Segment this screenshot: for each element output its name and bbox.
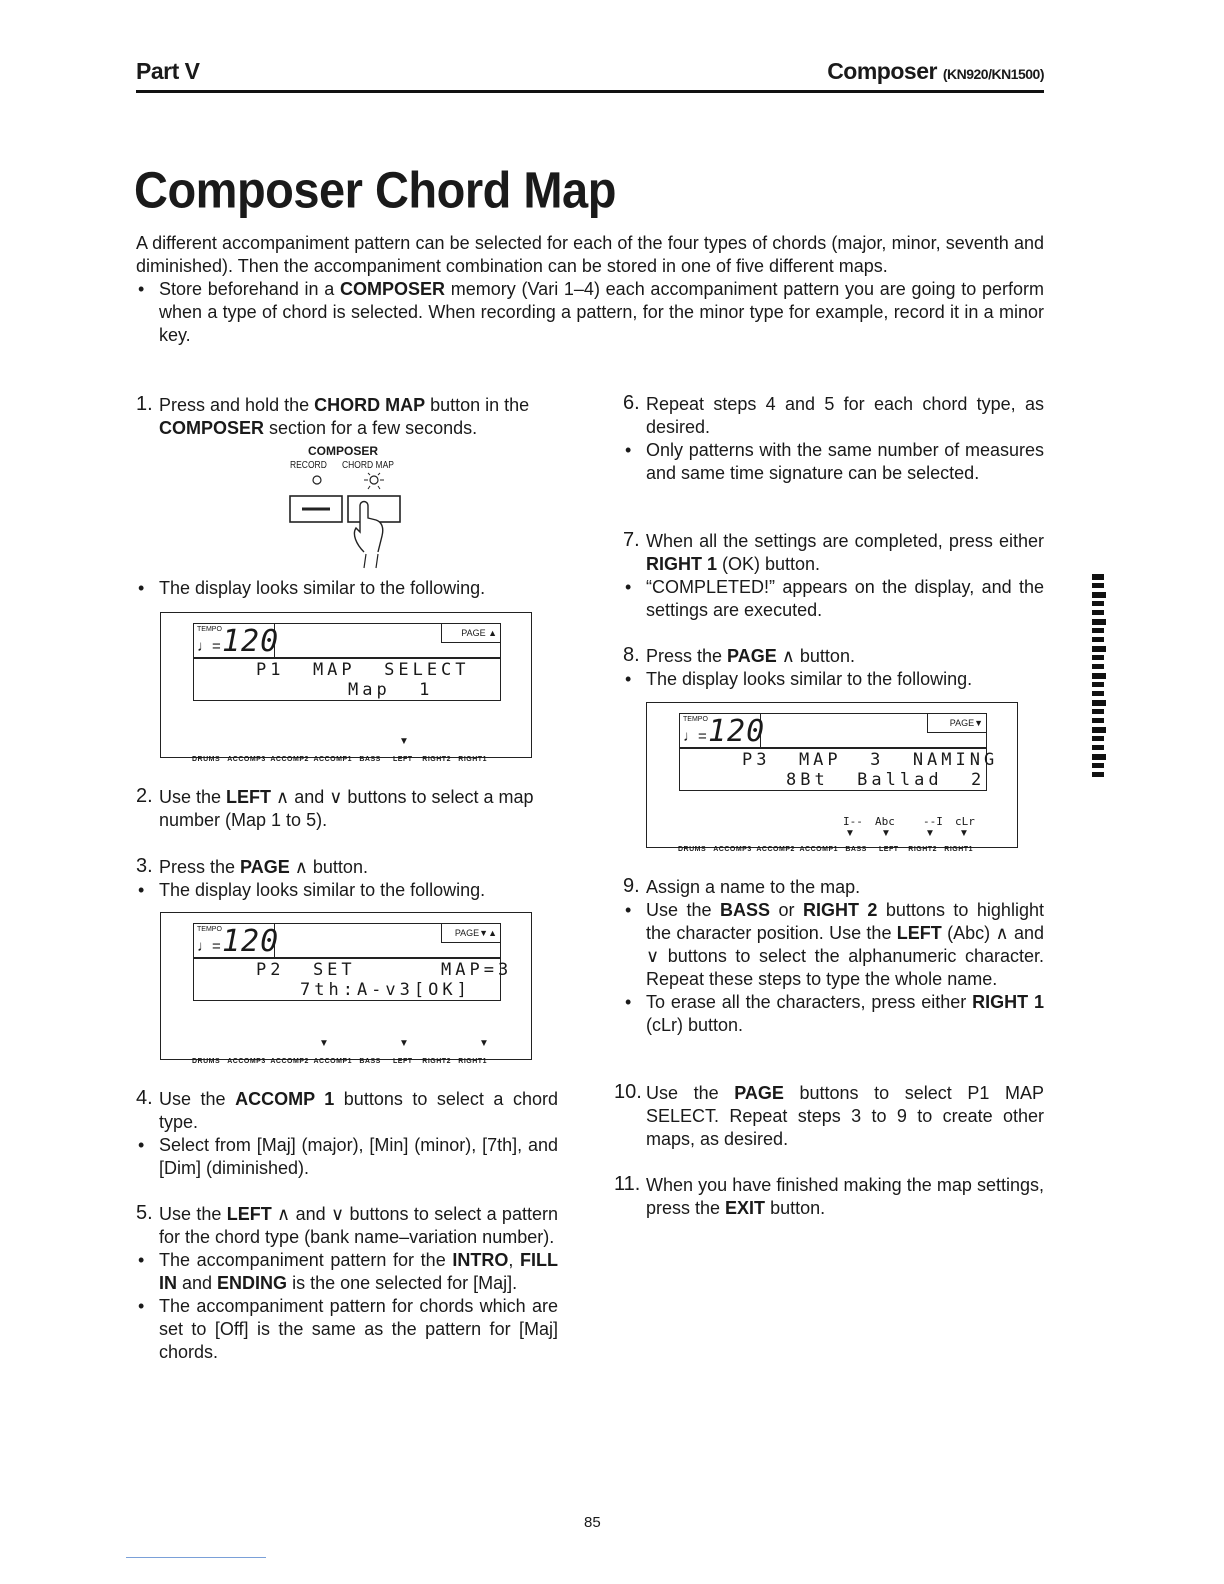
step-number: 6. [623,392,640,414]
step-number: 11. [614,1173,641,1195]
panel-title: COMPOSER [308,444,379,458]
step-number: 1. [136,393,153,415]
lcd-button-labels: DRUMS ACCOMP3 ACCOMP2 ACCOMP1 BASS LEFT RIGHT2 RIGHT1 [192,756,487,763]
text: (cLr) button. [646,1015,744,1035]
text: ∧ and ∨ buttons to select a pattern for the chord type (bank name–variation number). [159,1204,558,1247]
text-bold: EXIT [725,1198,766,1218]
step-4 [136,1088,558,1180]
text-bold: ENDING [217,1273,288,1293]
lcd-main-text [679,747,999,791]
panel-record-label: RECORD [290,460,327,471]
text-bold: COMPOSER [340,279,446,299]
lcd-note-icon: ♩= [197,938,221,955]
lcd-arrow: ▼ [399,1038,409,1049]
panel-buttons-graphic [286,472,406,574]
lcd-note-icon: ♩= [197,638,221,655]
header-part: Part V [136,58,200,84]
text: To erase all the characters, press either [646,992,973,1012]
text-bold: PAGE [240,857,290,877]
lcd-display-map-select [160,612,532,758]
lcd-page-indicator: PAGE▼ [927,713,987,733]
step-7 [623,530,1044,622]
lcd-display-map-naming [646,702,1018,848]
lcd-button-labels: DRUMS ACCOMP3 ACCOMP2 ACCOMP1 BASS LEFT RIGHT2 RIGHT1 [678,846,973,853]
text: When all the settings are completed, press either [646,531,1044,551]
text: (Abc) ∧ and ∨ buttons to select the alphanumeric character. Repeat these steps to type the whole name. [646,923,1045,989]
step-5 [136,1203,558,1364]
text-bold: ACCOMP 1 [235,1089,335,1109]
text-bold: FILL IN [159,1250,558,1293]
step-10 [614,1082,1044,1151]
lcd-tempo-label: TEMPO [683,716,708,723]
text: Use the [159,1204,227,1224]
step-number: 7. [623,529,640,551]
lcd-line-2: 8Bt Ballad 2 [786,770,986,790]
text: , [508,1250,520,1270]
text: (OK) button. [717,554,821,574]
header-rule [136,90,1044,93]
text: Store beforehand in a [159,279,341,299]
lcd-arrow: ▼ [925,828,935,839]
text: • The accompaniment pattern for chords which are set to [Off] is the same as the pattern for [Maj] chords. [136,1295,558,1364]
step-1-bullet [136,577,558,600]
step-3 [136,856,558,902]
lcd-arrow: ▼ [881,828,891,839]
text-bold: RIGHT 1 [972,992,1044,1012]
lcd-tempo-label: TEMPO [197,626,222,633]
text: ∧ button. [776,646,855,666]
lcd-tempo-value: 120 [222,624,280,659]
intro-paragraph: A different accompaniment pattern can be selected for each of the four types of chords (major, minor, seventh and diminished). Then the accompaniment combination can be stored in one of five different maps. [136,233,1044,276]
step-number: 2. [136,785,153,807]
text: When you have finished making the map settings, press the [646,1175,1044,1218]
text: is the one selected for [Maj]. [287,1273,518,1293]
text-bold: PAGE [727,646,777,666]
text: Use the [159,787,227,807]
text: ∧ and ∨ buttons to select a map number (Map 1 to 5). [159,787,534,830]
lcd-line-1: P1 MAP SELECT [256,660,470,680]
header-section [827,58,1044,85]
text: The accompaniment pattern for the [159,1250,453,1270]
panel-chord-map-label: CHORD MAP [342,460,394,471]
step-number: 3. [136,855,153,877]
text-bold: BASS [719,900,770,920]
lcd-tempo-value: 120 [222,924,280,959]
text: button in the [425,395,530,415]
step-1 [136,394,558,440]
lcd-line-2: Map 1 [348,680,434,700]
intro-bullet [136,278,1044,347]
text: • Only patterns with the same number of measures and same time signature can be selected. [623,439,1044,485]
text: Use the [159,1089,236,1109]
step-6 [623,393,1044,485]
text-bold: RIGHT 2 [802,900,878,920]
page-number: 85 [584,1514,601,1531]
step-number: 5. [136,1202,153,1224]
lcd-arrow: ▼ [399,736,409,747]
text: • The display looks similar to the following. [136,577,558,600]
lcd-note-icon: ♩= [683,728,707,745]
step-number: 9. [623,875,640,897]
lcd-arrow: ▼ [959,828,969,839]
text: buttons to select a chord type. [159,1089,558,1132]
lcd-tempo-value: 120 [708,714,766,749]
lcd-arrow: ▼ [319,1038,329,1049]
lcd-line-1: P3 MAP 3 NAMING [742,750,999,770]
lcd-line-2: 7th:A-v3[OK] [300,980,471,1000]
text: Assign a name to the map. [646,877,861,897]
lcd-page-indicator: PAGE ▲ [441,623,501,643]
text: Use the [646,900,720,920]
text: • Select from [Maj] (major), [Min] (minor), [7th], and [Dim] (diminished). [136,1134,558,1180]
step-9 [623,876,1044,1037]
lcd-button-labels: DRUMS ACCOMP3 ACCOMP2 ACCOMP1 BASS LEFT RIGHT2 RIGHT1 [192,1058,487,1065]
lcd-display-set-map [160,912,532,1060]
step-number: 8. [623,644,640,666]
text: • The display looks similar to the following. [623,668,1044,691]
text: buttons to select P1 MAP SELECT. Repeat steps 3 to 9 to create other maps, as desired. [646,1083,1044,1149]
text: section for a few seconds. [264,418,478,438]
header-models: (KN920/KN1500) [942,66,1044,82]
text: button. [765,1198,826,1218]
text: Press the [159,857,241,877]
lcd-softkey-cursor-right: --I [923,815,943,828]
text-bold: LEFT [226,1204,272,1224]
page-title: Composer Chord Map [134,161,616,219]
text: ∧ button. [289,857,368,877]
text-bold: COMPOSER [159,418,265,438]
text: Press the [646,646,728,666]
lcd-tempo-label: TEMPO [197,926,222,933]
text: Use the [646,1083,735,1103]
lcd-tempo-box [193,623,280,659]
text: • The display looks similar to the following. [136,879,558,902]
text: and [177,1273,218,1293]
step-number: 4. [136,1087,153,1109]
lcd-main-text [193,657,501,701]
composer-panel-illustration [286,442,406,574]
lcd-arrow: ▼ [479,1038,489,1049]
intro [136,232,1044,347]
text-bold: CHORD MAP [314,395,426,415]
lcd-main-text [193,957,513,1001]
lcd-softkey-abc: Abc [875,815,895,828]
lcd-softkey-cursor-left: I-- [843,815,863,828]
section-tab-marks [1092,574,1120,784]
header-section-name: Composer [827,58,937,84]
text-bold: INTRO [452,1250,509,1270]
text-bold: LEFT [896,923,942,943]
text: or [770,900,803,920]
lcd-softkey-clear: cLr [955,815,975,828]
step-11 [614,1174,1044,1220]
step-2 [136,786,558,832]
step-number: 10. [614,1081,642,1103]
text-bold: PAGE [734,1083,784,1103]
lcd-line-1: P2 SET MAP=3 [256,960,513,980]
step-8 [623,645,1044,691]
text-bold: LEFT [226,787,272,807]
footer-line [126,1557,266,1558]
text: Press and hold the [159,395,315,415]
text: buttons to highlight the character position. Use the [646,900,1044,943]
lcd-arrow: ▼ [845,828,855,839]
lcd-page-indicator: PAGE▼▲ [441,923,501,943]
text: • “COMPLETED!” appears on the display, and the settings are executed. [623,576,1044,622]
text: Repeat steps 4 and 5 for each chord type, as desired. [646,394,1044,437]
text: memory (Vari 1–4) each accompaniment pattern you are going to perform when a type of chord is selected. When recording a pattern, for the minor type for example, record it in a minor key. [159,279,1044,345]
text-bold: RIGHT 1 [646,554,718,574]
